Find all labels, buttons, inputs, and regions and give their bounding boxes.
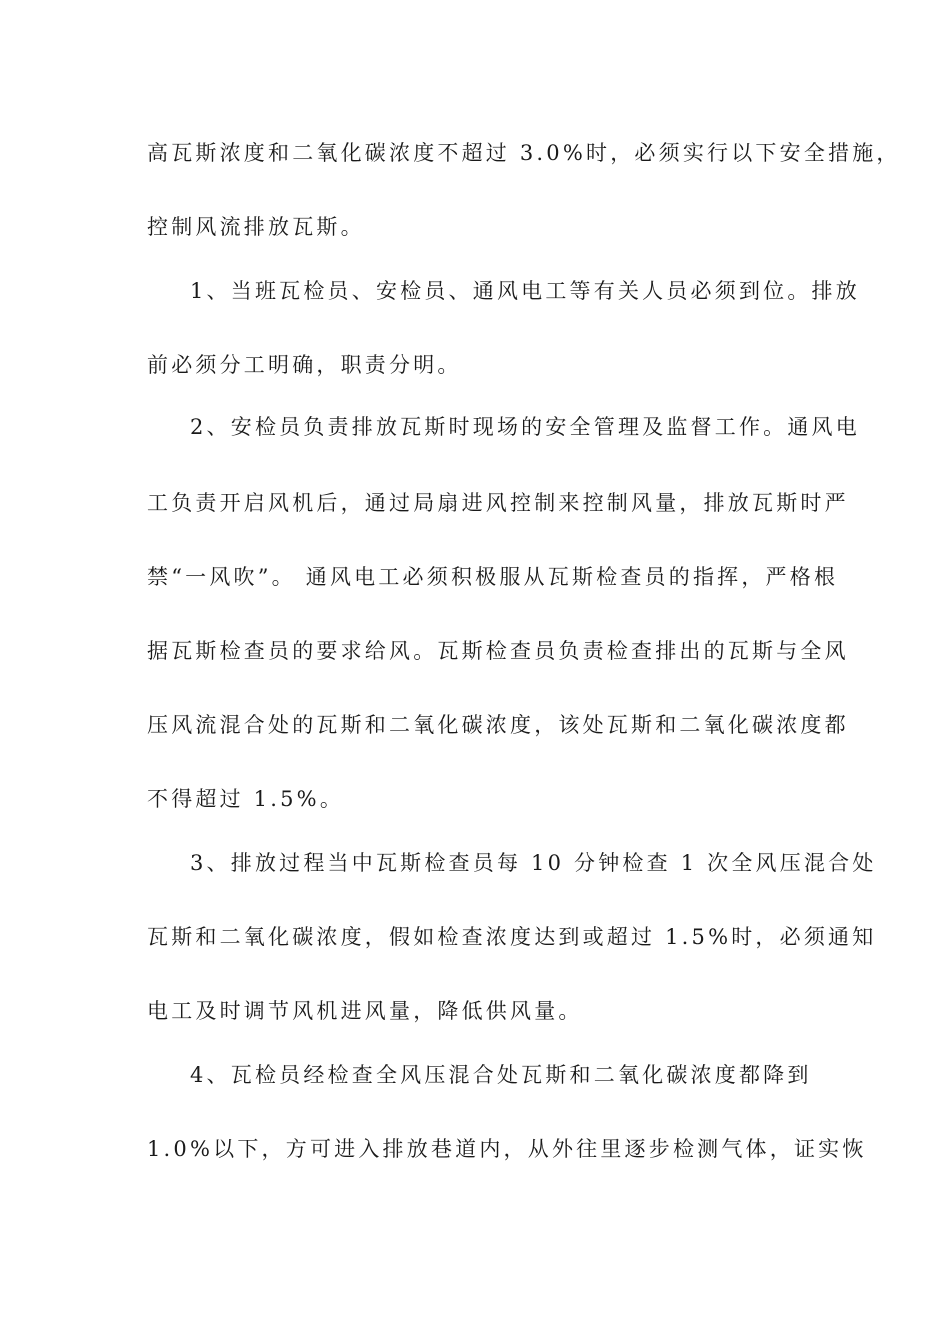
text-line: 压风流混合处的瓦斯和二氧化碳浓度，该处瓦斯和二氧化碳浓度都 [147,713,849,737]
paragraph-4-start: 4、瓦检员经检查全风压混合处瓦斯和二氧化碳浓度都降到 [190,1063,812,1087]
paragraph-2-start: 2、安检员负责排放瓦斯时现场的安全管理及监督工作。通风电 [190,415,860,439]
text-line: 1.0%以下，方可进入排放巷道内，从外往里逐步检测气体，证实恢 [147,1137,867,1161]
paragraph-1-start: 1、当班瓦检员、安检员、通风电工等有关人员必须到位。排放 [190,279,860,303]
text-line: 高瓦斯浓度和二氧化碳浓度不超过 3.0%时，必须实行以下安全措施， [147,141,901,165]
paragraph-3-start: 3、排放过程当中瓦斯检查员每 10 分钟检查 1 次全风压混合处 [190,851,877,875]
text-line: 电工及时调节风机进风量，降低供风量。 [147,999,583,1023]
text-line: 工负责开启风机后，通过局扇进风控制来控制风量，排放瓦斯时严 [147,491,849,515]
text-line: 控制风流排放瓦斯。 [147,215,365,239]
text-line: 瓦斯和二氧化碳浓度，假如检查浓度达到或超过 1.5%时，必须通知 [147,925,877,949]
text-line: 不得超过 1.5%。 [147,787,345,811]
text-line: 据瓦斯检查员的要求给风。瓦斯检查员负责检查排出的瓦斯与全风 [147,639,849,663]
text-line: 禁“一风吹”。 通风电工必须积极服从瓦斯检查员的指挥，严格根 [147,565,839,589]
text-line: 前必须分工明确，职责分明。 [147,353,462,377]
